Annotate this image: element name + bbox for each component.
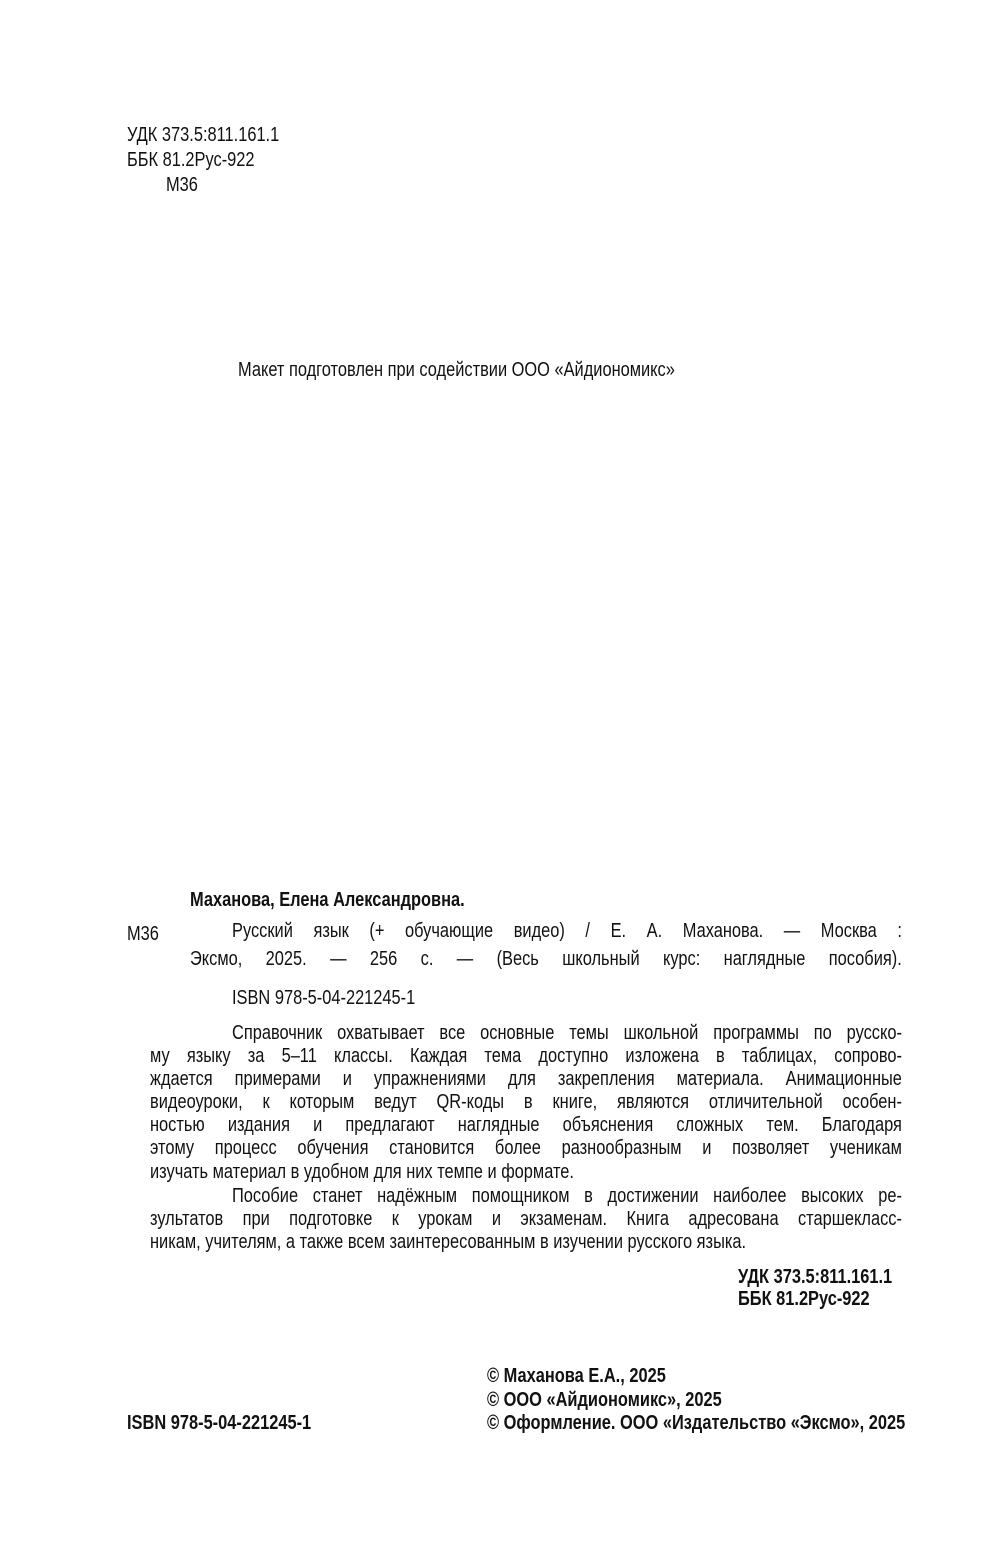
annotation-line: этому процесс обучения становится более разнообразным и позволяет ученикам (150, 1137, 902, 1159)
isbn-bottom: ISBN 978-5-04-221245-1 (127, 1412, 312, 1434)
bib-title-line: Русский язык (+ обучающие видео) / Е. А. Маханова. — Москва : (232, 920, 902, 942)
bbk-code-bottom: ББК 81.2Рус-922 (738, 1288, 870, 1310)
copyright-author: © Маханова Е.А., 2025 (487, 1365, 666, 1387)
copyright-design: © Оформление. ООО «Издательство «Эксмо», 2025 (487, 1412, 906, 1434)
bib-author: Маханова, Елена Александровна. (190, 889, 465, 911)
bib-isbn: ISBN 978-5-04-221245-1 (232, 987, 416, 1009)
annotation-line: никам, учителям, а также всем заинтересованным в изучении русского языка. (150, 1231, 747, 1253)
udk-code-bottom: УДК 373.5:811.161.1 (738, 1266, 893, 1288)
author-mark-top: М36 (166, 174, 198, 196)
annotation-line: изучать материал в удобном для них темпе и формате. (150, 1161, 574, 1183)
bbk-code-top: ББК 81.2Рус-922 (127, 149, 255, 171)
layout-credit: Макет подготовлен при содействии ООО «Айдиономикс» (238, 359, 675, 381)
annotation-line: му языку за 5–11 классы. Каждая тема доступно изложена в таблицах, сопрово- (150, 1045, 902, 1067)
annotation-line: Пособие станет надёжным помощником в достижении наиболее высоких ре- (232, 1185, 902, 1207)
annotation-line: зультатов при подготовке к урокам и экзаменам. Книга адресована старшекласс- (150, 1208, 902, 1230)
annotation-line: Справочник охватывает все основные темы школьной программы по русско- (232, 1022, 902, 1044)
annotation-line: ностью издания и предлагают наглядные объяснения сложных тем. Благодаря (150, 1114, 902, 1136)
annotation-line: ждается примерами и упражнениями для закрепления материала. Анимационные (150, 1068, 902, 1090)
annotation-line: видеоуроки, к которым ведут QR-коды в книге, являются отличительной особен- (150, 1091, 902, 1113)
bib-author-mark: М36 (127, 923, 159, 945)
bib-publisher-line: Эксмо, 2025. — 256 с. — (Весь школьный курс: наглядные пособия). (190, 948, 902, 970)
copyright-aidionomix: © ООО «Айдиономикс», 2025 (487, 1389, 722, 1411)
udk-code-top: УДК 373.5:811.161.1 (127, 124, 280, 146)
